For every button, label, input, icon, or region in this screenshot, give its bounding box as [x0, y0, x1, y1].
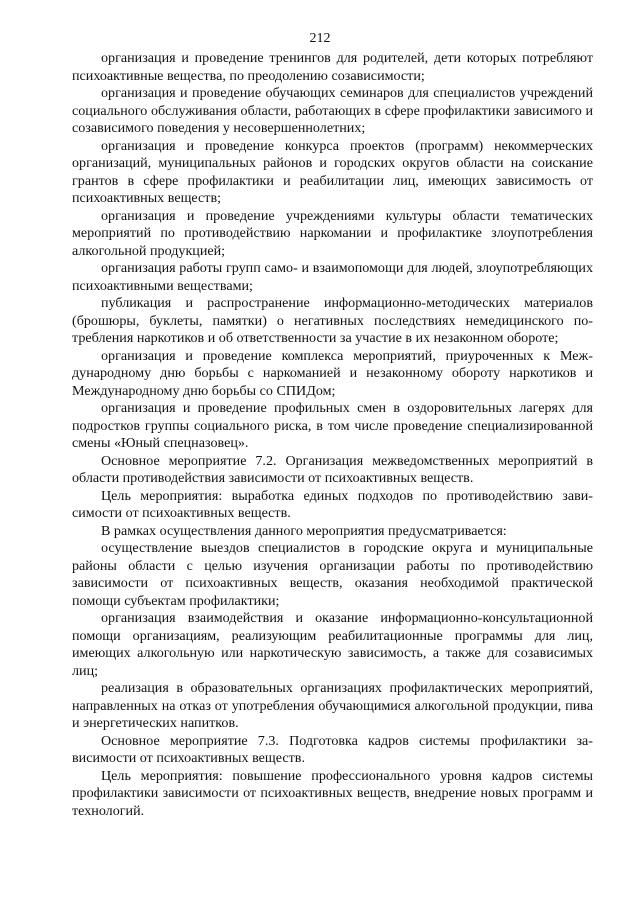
paragraph: организация и проведение тренингов для родителей, дети которых потребляют психоактивные вещества, по преодолению созависимости;	[72, 50, 593, 84]
document-body	[72, 50, 593, 820]
paragraph: публикация и распространение информационно-методических материалов (брошюры, буклеты, памятки) о негативных последствиях немедицинского потребления наркотиков и об ответственности за участие в их незаконном обороте;	[72, 295, 593, 346]
paragraph: организация и проведение обучающих семинаров для специалистов учреждений социального обслуживания области, работающих в сфере профилактики зависимого и созависимого поведения у несовершеннолетних;	[72, 85, 593, 136]
paragraph: Основное мероприятие 7.2. Организация межведомственных мероприятий в области противодействия зависимости от психоактивных веществ.	[72, 452, 593, 486]
paragraph: организация и проведение комплекса мероприятий, приуроченных к Международному дню борьбы с наркоманией и незаконному обороту наркотиков и Международному дню борьбы со СПИДом;	[72, 347, 593, 399]
paragraph: В рамках осуществления данного мероприятия предусматривается:	[101, 522, 507, 539]
paragraph: реализация в образовательных организациях профилактических мероприятий, направленных на отказ от употребления обучающимися алкогольной продукции, пива и энергетических напитков.	[72, 680, 593, 731]
paragraph: Цель мероприятия: повышение профессионального уровня кадров системы профилактики зависимости от психоактивных веществ, внедрение новых программ и технологий.	[72, 767, 593, 819]
paragraph: организация взаимодействия и оказание информационно-консультационной помощи организациям, реализующим реабилитационные программы для лиц, имеющих алкогольную или наркотическую зависимость, а также для созависимых лиц;	[72, 610, 593, 679]
paragraph: осуществление выездов специалистов в городские округа и муниципальные районы области с целью изучения организации работы по противодействию зависимости от психоактивных веществ, оказания необходимой практической помощи субъектам профилактики;	[72, 540, 593, 609]
paragraph: организация и проведение учреждениями культуры области тематических мероприятий по противодействию наркомании и профилактике злоупотребления алкогольной продукцией;	[72, 207, 593, 259]
paragraph: Цель мероприятия: выработка единых подходов по противодействию зависимости от психоактивных веществ.	[72, 487, 593, 521]
paragraph: Основное мероприятие 7.3. Подготовка кадров системы профилактики зависимости от психоактивных веществ.	[72, 732, 593, 766]
paragraph: организация и проведение конкурса проектов (программ) некоммерческих организаций, муниципальных районов и городских округов области на соискание грантов в сфере профилактики и реабилитации лиц, имеющих зависимость от психоактивных веществ;	[72, 137, 593, 206]
page-number: 212	[309, 31, 331, 46]
paragraph: организация и проведение профильных смен в оздоровительных лагерях для подростков группы социального риска, в том числе проведение специализированной смены «Юный спецназовец».	[72, 400, 593, 451]
paragraph: организация работы групп само- и взаимопомощи для людей, злоупотребляющих психоактивными веществами;	[72, 260, 593, 294]
